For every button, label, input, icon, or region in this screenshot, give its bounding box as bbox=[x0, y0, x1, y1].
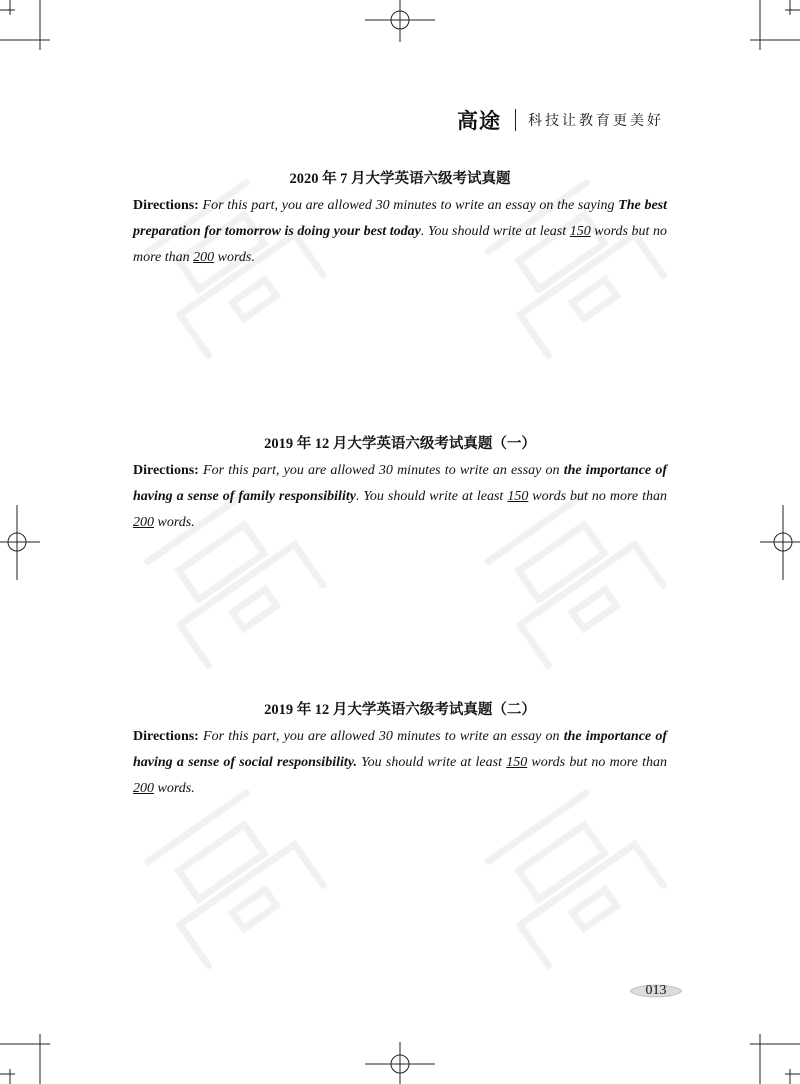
exam-section-2019-12-b bbox=[133, 699, 667, 802]
min-word-count: 150 bbox=[569, 224, 591, 239]
directions-label: Directions: bbox=[133, 729, 199, 744]
page-header bbox=[457, 104, 664, 136]
directions-text: For this part, you are allowed 30 minutes to write an essay on the saying bbox=[198, 198, 619, 213]
directions-text: words but no more than bbox=[133, 224, 668, 265]
directions-label: Directions: bbox=[133, 463, 199, 478]
essay-topic: the importance of having a sense of family responsibility bbox=[133, 463, 667, 504]
directions-text: words. bbox=[214, 250, 255, 265]
max-word-count: 200 bbox=[193, 250, 215, 265]
directions-text: You should write at least bbox=[356, 755, 507, 770]
directions-text: For this part, you are allowed 30 minutes to write an essay on bbox=[198, 463, 564, 478]
directions-paragraph bbox=[133, 458, 667, 536]
directions-text: . You should write at least bbox=[420, 224, 570, 239]
directions-text: For this part, you are allowed 30 minutes to write an essay on bbox=[198, 729, 564, 744]
directions-text: . You should write at least bbox=[355, 489, 508, 504]
directions-text: words but no more than bbox=[528, 489, 667, 504]
brand-slogan: 科技让教育更美好 bbox=[528, 113, 664, 129]
directions-label: Directions: bbox=[133, 198, 199, 213]
directions-text: words. bbox=[154, 781, 195, 796]
page-number: 013 bbox=[645, 983, 667, 998]
header-divider bbox=[515, 109, 516, 131]
max-word-count: 200 bbox=[133, 515, 154, 530]
brand-logo-text: 高途 bbox=[457, 109, 501, 133]
directions-paragraph bbox=[133, 724, 667, 802]
essay-topic: the importance of having a sense of social responsibility. bbox=[133, 729, 667, 770]
min-word-count: 150 bbox=[506, 755, 528, 770]
directions-paragraph bbox=[133, 193, 667, 271]
directions-text: words. bbox=[154, 515, 195, 530]
directions-text: words but no more than bbox=[527, 755, 667, 770]
section-title: 2019 年 12 月大学英语六级考试真题（二） bbox=[264, 702, 536, 718]
essay-topic: The best preparation for tomorrow is doing your best today bbox=[133, 198, 668, 239]
section-title: 2020 年 7 月大学英语六级考试真题 bbox=[289, 171, 511, 187]
exam-section-2019-12-a bbox=[133, 433, 667, 536]
section-title: 2019 年 12 月大学英语六级考试真题（一） bbox=[264, 436, 536, 452]
exam-section-2020-07 bbox=[133, 168, 667, 271]
max-word-count: 200 bbox=[133, 781, 154, 796]
min-word-count: 150 bbox=[507, 489, 529, 504]
